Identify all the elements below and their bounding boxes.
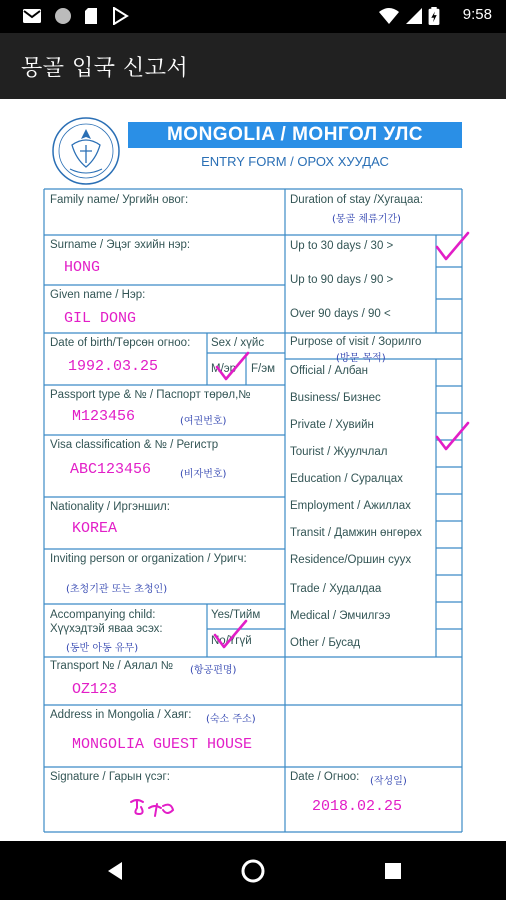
- visa-label: Visa classification & № / Регистр: [50, 439, 219, 451]
- purpose-tourist-checkmark: [434, 421, 470, 453]
- transport-label: Transport № / Аялал №: [50, 660, 174, 672]
- play-store-icon: [111, 7, 129, 25]
- passport-korean-note: (여권번호): [180, 416, 227, 427]
- signature-label: Signature / Гарын үсэг:: [50, 771, 170, 783]
- nationality-value: KOREA: [72, 520, 118, 537]
- purpose-option: Private / Хувийн: [290, 419, 374, 431]
- purpose-option: Residence/Оршин суух: [290, 554, 412, 566]
- status-bar: [0, 0, 506, 33]
- visa-value: ABC123456: [70, 461, 152, 478]
- duration-30-checkmark: [434, 231, 470, 263]
- given-name-value: GIL DONG: [64, 310, 137, 327]
- child-label-mn: Хүүхэдтэй яваа эсэх:: [50, 623, 163, 635]
- dob-label: Date of birth/Төрсөн огноо:: [50, 337, 191, 349]
- nationality-label: Nationality / Иргэншил:: [50, 501, 170, 513]
- sd-card-icon: [83, 7, 99, 25]
- wifi-icon: [378, 7, 400, 25]
- duration-label: Duration of stay /Хугацаа:: [290, 194, 424, 206]
- child-korean-note: (동반 아동 유무): [66, 643, 139, 654]
- address-value: MONGOLIA GUEST HOUSE: [72, 736, 253, 753]
- duration-option: Up to 30 days / 30 >: [290, 240, 394, 252]
- signal-icon: [405, 7, 423, 25]
- app-title: 몽골 입국 신고서: [21, 56, 189, 81]
- date-korean-note: (작성일): [370, 776, 407, 787]
- purpose-option: Employment / Ажиллах: [290, 500, 411, 512]
- transport-korean-note: (항공편명): [190, 665, 237, 676]
- purpose-option: Tourist / Жуулчлал: [290, 446, 388, 458]
- child-label: Accompanying child:: [50, 609, 156, 621]
- circle-icon: [54, 7, 72, 25]
- duration-option: Up to 90 days / 90 >: [290, 274, 394, 286]
- purpose-label: Purpose of visit / Зорилго: [290, 336, 422, 348]
- mongolia-emblem-icon: [50, 115, 122, 187]
- sex-female-option: F/эм: [251, 363, 275, 375]
- purpose-option: Trade / Худалдаа: [290, 583, 382, 595]
- child-no-option: No/Үгүй: [211, 635, 252, 647]
- family-name-label: Family name/ Ургийн овог:: [50, 194, 189, 206]
- form-subtitle: ENTRY FORM / ОРОХ ХУУДАС: [201, 154, 389, 169]
- purpose-option: Transit / Дамжин өнгөрөх: [290, 527, 422, 539]
- purpose-option: Education / Суралцах: [290, 473, 403, 485]
- gmail-icon: [22, 7, 42, 25]
- address-label: Address in Mongolia / Хаяг:: [50, 709, 192, 721]
- navigation-bar: [0, 841, 506, 900]
- sex-label: Sex / хүйс: [211, 337, 265, 349]
- child-yes-option: Yes/Тийм: [211, 609, 261, 621]
- back-icon[interactable]: [103, 859, 127, 883]
- entry-form: [0, 99, 506, 841]
- surname-label: Surname / Эцэг эхийн нэр:: [50, 239, 191, 251]
- passport-value: M123456: [72, 408, 136, 425]
- status-time: 9:58: [462, 6, 492, 23]
- purpose-korean-note: (방문 목적): [336, 353, 386, 364]
- form-title: MONGOLIA / МОНГОЛ УЛС: [128, 122, 462, 148]
- visa-korean-note: (비자번호): [180, 469, 227, 480]
- purpose-option: Other / Бусад: [290, 637, 361, 649]
- duration-korean-note: (몽골 체류기간): [332, 214, 401, 225]
- duration-option: Over 90 days / 90 <: [290, 308, 391, 320]
- signature-mark: [127, 794, 177, 820]
- battery-icon: [428, 7, 440, 25]
- date-value: 2018.02.25: [312, 798, 403, 815]
- address-korean-note: (숙소 주소): [206, 714, 256, 725]
- passport-label: Passport type & № / Паспорт төрөл,№: [50, 389, 251, 401]
- recents-icon[interactable]: [381, 859, 405, 883]
- inviting-korean-note: (초청기관 또는 초청인): [66, 584, 168, 595]
- dob-value: 1992.03.25: [68, 358, 159, 375]
- surname-value: HONG: [64, 259, 101, 276]
- purpose-option: Business/ Бизнес: [290, 392, 381, 404]
- purpose-option: Official / Албан: [290, 365, 368, 377]
- inviting-label: Inviting person or organization / Уригч:: [50, 553, 247, 565]
- form-image-view[interactable]: [0, 99, 506, 841]
- home-icon[interactable]: [241, 859, 265, 883]
- app-bar: [0, 33, 506, 99]
- purpose-option: Medical / Эмчилгээ: [290, 610, 391, 622]
- sex-male-option: M/эр: [211, 363, 237, 375]
- date-label: Date / Огноо:: [290, 771, 360, 783]
- child-no-checkmark: [212, 619, 248, 651]
- transport-value: OZ123: [72, 681, 118, 698]
- sex-male-checkmark: [214, 351, 250, 383]
- given-name-label: Given name / Нэр:: [50, 289, 146, 301]
